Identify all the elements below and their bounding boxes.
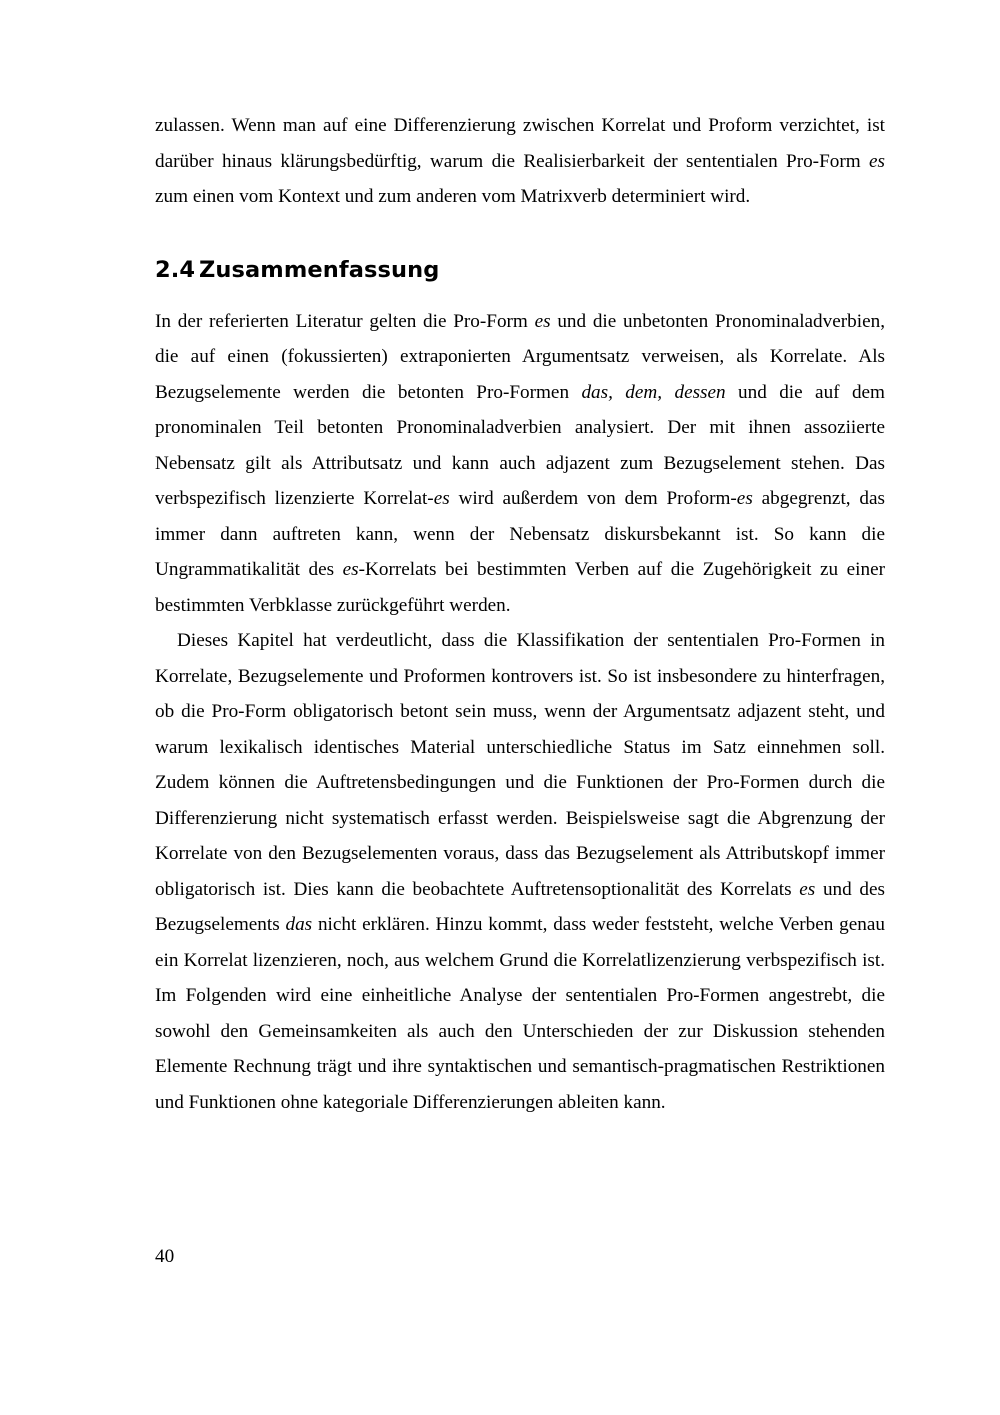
emphasis-run: es xyxy=(799,878,816,900)
text-run: zum einen vom Kontext und zum anderen vom Matrixverb determiniert wird. xyxy=(155,186,751,207)
text-run: Dieses Kapitel hat verdeutlicht, dass die Klassifikation der sententialen Pro-Formen in Korrelate, Bezugselemente und Proformen kontrovers ist. So ist insbesondere zu hinterfragen, ob die Pro-Form obligatorisch betont sein muss, wenn der Argumentsatz adjazent steht, und warum lexikalisch identisches Material unterschiedliche Status im Satz einnehmen soll. Zudem können die Auftretensbedingungen und die Funktionen der Pro-Formen durch die Differenzierung nicht systematisch erfasst werden. Beispielsweise sagt die Abgrenzung der Korrelate von den Bezugselementen voraus, dass das Bezugselement als Attributskopf immer obligatorisch ist. Dies kann die beobachtete Auftretensoptionalität des Korrelats xyxy=(155,630,885,900)
section-number: 2.4 xyxy=(155,256,196,283)
emphasis-run: es xyxy=(433,488,450,509)
paragraph-continuation xyxy=(155,108,885,215)
text-run: In der referierten Literatur gelten die Pro-Form xyxy=(155,310,535,332)
emphasis-run: es xyxy=(342,559,359,580)
page-number: 40 xyxy=(155,1246,175,1267)
text-run: und des Bezugselements xyxy=(155,878,885,935)
text-run: nicht erklären. Hinzu kommt, dass weder feststeht, welche Verben genau ein Korrelat lizenzieren, noch, aus welchem Grund die Korrelatlizenzierung verbspezifisch ist. Im Folgenden wird eine einheitliche Analyse der sententialen Pro-Formen angestrebt, die sowohl den Gemeinsamkeiten als auch den Unterschieden der zur Diskussion stehenden Elemente Rechnung trägt und ihre syntaktischen und semantisch-pragmatischen Restriktionen und Funktionen ohne kategoriale Differenzierungen ableiten kann. xyxy=(155,914,885,1113)
text-run: wird außerdem von dem Proform- xyxy=(449,488,737,509)
text-run: und die auf dem pronominalen Teil betonten Pronominaladverbien analysiert. Der mit ihnen assoziierte Nebensatz gilt als Attributsatz und kann auch adjazent zum Bezugselement stehen. Das verbspezifisch lizenzierte Korrelat- xyxy=(155,381,885,509)
emphasis-run: es xyxy=(869,150,885,172)
emphasis-run: das xyxy=(285,914,313,935)
emphasis-run: das, dem, dessen xyxy=(581,381,726,403)
paragraph-summary-first xyxy=(155,304,885,624)
section-title: Zusammenfassung xyxy=(199,256,440,283)
text-run: abgegrenzt, das immer dann auftreten kann, wenn der Nebensatz diskursbekannt ist. So kann die Ungrammatikalität des xyxy=(155,488,885,580)
text-run: -Korrelats bei bestimmten Verben auf die Zugehörigkeit zu einer bestimmten Verbklasse zurückgeführt werden. xyxy=(155,559,885,616)
text-run: und die unbetonten Pronominaladverbien, die auf einen (fokussierten) extraponierten Argumentsatz verweisen, als Korrelate. Als Bezugselemente werden die betonten Pro-Formen xyxy=(155,310,885,403)
emphasis-run: es xyxy=(736,488,753,509)
text-run: zulassen. Wenn man auf eine Differenzierung zwischen Korrelat und Proform verzichtet, ist darüber hinaus klärungsbedürftig, warum die Realisierbarkeit der sententialen Pro-Form xyxy=(155,115,885,172)
emphasis-run: es xyxy=(534,310,551,332)
section-heading xyxy=(155,255,885,285)
paragraph-summary-second xyxy=(155,623,885,1120)
page-content xyxy=(155,108,885,1120)
